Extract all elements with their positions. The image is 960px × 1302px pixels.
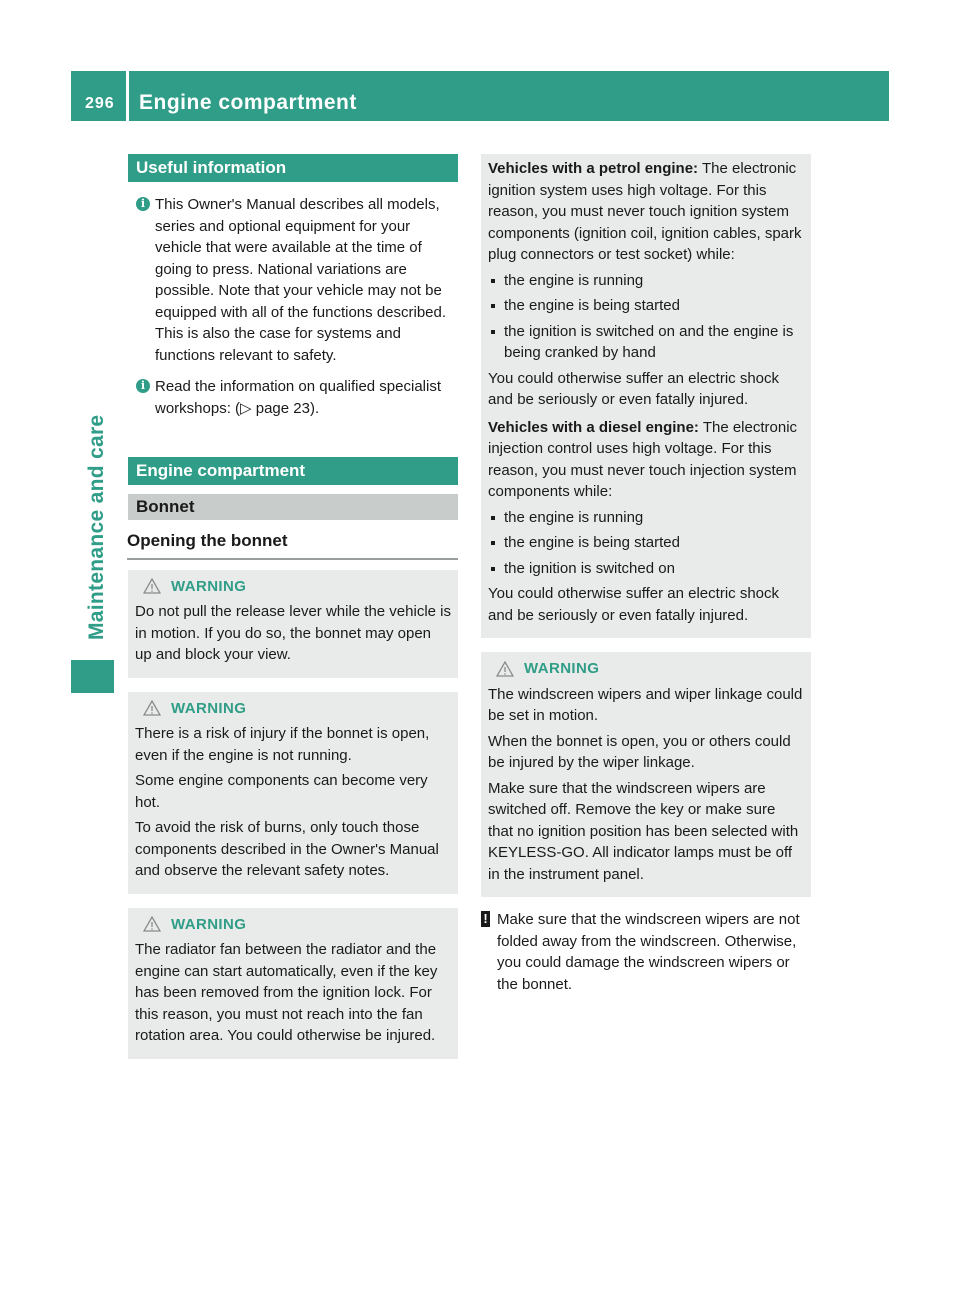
warning-box	[128, 692, 458, 894]
list-item: the ignition is switched on and the engine is being cranked by hand	[488, 321, 804, 364]
useful-info-header: Useful information	[128, 154, 458, 182]
warning-box	[128, 570, 458, 678]
warning-text: There is a risk of injury if the bonnet is open, even if the engine is not running.	[135, 725, 430, 764]
warning-text: The radiator fan between the radiator and the engine can start automatically, even if the key has been removed from the ignition lock. For this reason, you must not reach into the fan rotation area. You could otherwise be injured.	[135, 941, 438, 1044]
page-ref-arrow-icon: ▷	[240, 399, 252, 417]
petrol-after-text: You could otherwise suffer an electric shock and be seriously or even fatally injured.	[488, 369, 779, 408]
warning-header	[488, 658, 804, 680]
warning-header	[135, 698, 451, 720]
list-item: the engine is running	[488, 270, 804, 292]
warning-label: WARNING	[171, 699, 247, 717]
warning-triangle-icon	[143, 916, 161, 932]
warning-header	[135, 914, 451, 936]
info-note-workshops	[128, 376, 458, 419]
diesel-label: Vehicles with a diesel engine:	[488, 418, 699, 436]
warning-text: To avoid the risk of burns, only touch those components described in the Owner's Manual and observe the relevant safety notes.	[135, 819, 439, 879]
page-reference-link[interactable]: page 23	[255, 399, 310, 417]
list-item: the engine is being started	[488, 295, 804, 317]
diesel-paragraph	[488, 417, 804, 503]
header-divider	[126, 71, 129, 121]
warning-label: WARNING	[171, 577, 247, 595]
info-icon: i	[136, 197, 150, 211]
info-text: This Owner's Manual describes all models, series and optional equipment for your vehicle that were available at the time of going to press. National variations are possible. Note that your vehicle may not be equipped with all of the functions described. This is also the case for systems and functions relevant to safety.	[155, 196, 447, 364]
petrol-bullet-list	[488, 270, 804, 364]
warning-label: WARNING	[171, 915, 247, 933]
high-voltage-box	[481, 154, 811, 638]
list-item: the engine is running	[488, 507, 804, 529]
subsection-header: Bonnet	[128, 494, 458, 520]
info-text-suffix: ).	[309, 399, 320, 417]
warning-text: Do not pull the release lever while the vehicle is in motion. If you do so, the bonnet may open up and block your view.	[135, 603, 452, 663]
warning-label: WARNING	[524, 660, 600, 677]
side-tab-marker	[71, 660, 114, 693]
diesel-bullet-list	[488, 507, 804, 580]
info-icon: i	[136, 379, 150, 393]
list-item: the ignition is switched on	[488, 558, 804, 580]
notice-text: Make sure that the windscreen wipers are not folded away from the windscreen. Otherwise, you could damage the windscreen wipers or the bonnet.	[497, 911, 800, 993]
section-header: Engine compartment	[128, 457, 458, 485]
warning-triangle-icon	[496, 661, 514, 677]
procedure-heading: Opening the bonnet	[127, 520, 458, 560]
left-column	[128, 154, 458, 1059]
warning-triangle-icon	[143, 700, 161, 716]
side-tab-label: Maintenance and care	[85, 414, 108, 640]
warning-header	[135, 576, 451, 598]
warning-triangle-icon	[143, 578, 161, 594]
page-number: 296	[85, 95, 115, 112]
diesel-text: The electronic injection control uses high voltage. For this reason, you must never touch injection system components while:	[488, 418, 798, 500]
info-text-prefix: Read the information on qualified specialist workshops: (	[155, 378, 442, 417]
exclamation-icon: !	[481, 911, 490, 927]
warning-text: The windscreen wipers and wiper linkage could be set in motion.	[488, 685, 803, 724]
warning-box	[481, 652, 811, 897]
page-header	[71, 71, 889, 121]
list-item: the engine is being started	[488, 532, 804, 554]
warning-text: Some engine components can become very hot.	[135, 772, 428, 811]
diesel-after-text: You could otherwise suffer an electric shock and be seriously or even fatally injured.	[488, 585, 779, 624]
warning-text: When the bonnet is open, you or others could be injured by the wiper linkage.	[488, 732, 791, 771]
notice-note	[481, 909, 811, 995]
warning-text: Make sure that the windscreen wipers are switched off. Remove the key or make sure that no ignition position has been selected with KEYLESS-GO. All indicator lamps must be off in the instrument panel.	[488, 779, 799, 883]
petrol-text: The electronic ignition system uses high voltage. For this reason, you must never touch ignition system components (ignition coil, ignition cables, spark plug connectors or test socket) while:	[488, 160, 802, 263]
right-column	[481, 154, 811, 995]
page-title: Engine compartment	[139, 91, 357, 114]
warning-box	[128, 908, 458, 1059]
info-note-models	[128, 194, 458, 366]
petrol-label: Vehicles with a petrol engine:	[488, 160, 699, 177]
petrol-paragraph	[488, 158, 804, 266]
